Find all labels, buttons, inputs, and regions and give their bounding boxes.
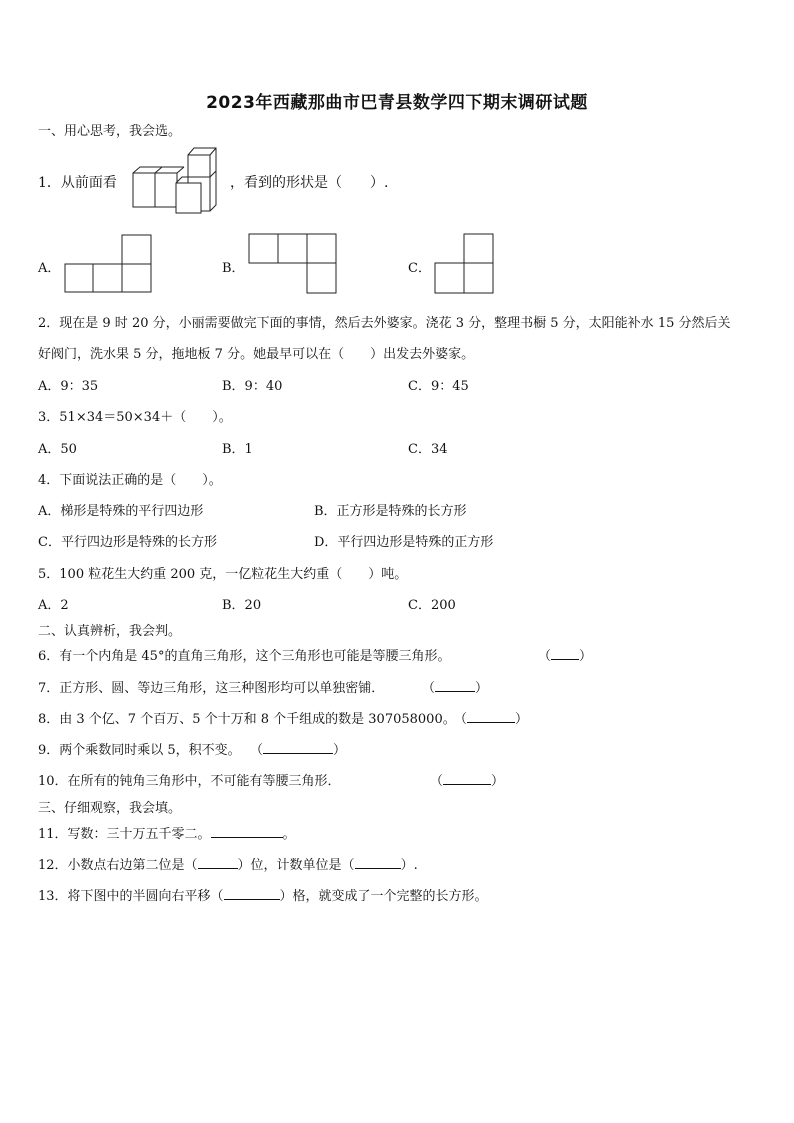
- q4-option-a[interactable]: A．梯形是特殊的平行四边形: [38, 504, 204, 519]
- q2-text-line1: 2．现在是 9 时 20 分，小丽需要做完下面的事情，然后去外婆家。浇花 3 分，整理书橱 5 分，太阳能补水 15 分然后关: [38, 316, 731, 331]
- section-2-heading: 二、认真辨析，我会判。: [38, 624, 182, 639]
- q10-answer-box[interactable]: （ ）: [430, 774, 505, 789]
- q5-option-c[interactable]: C．200: [408, 598, 456, 613]
- q4-option-c[interactable]: C．平行四边形是特殊的长方形: [38, 535, 217, 550]
- q11-answer-blank[interactable]: [211, 825, 283, 838]
- q3-option-c[interactable]: C．34: [408, 442, 448, 457]
- q1-cube-stack-figure: [132, 147, 222, 215]
- q8-answer-box[interactable]: （ ）: [454, 712, 529, 727]
- q7-answer-box[interactable]: （ ）: [422, 681, 489, 696]
- q1-option-a-label[interactable]: A．: [38, 261, 61, 276]
- q4-option-d[interactable]: D．平行四边形是特殊的正方形: [314, 535, 494, 550]
- q6-text: 6．有一个内角是 45°的直角三角形，这个三角形也可能是等腰三角形。: [38, 649, 451, 664]
- section-1-heading: 一、用心思考，我会选。: [38, 124, 182, 139]
- q10-text: 10．在所有的钝角三角形中，不可能有等腰三角形．: [38, 774, 341, 789]
- q1-option-b-label[interactable]: B．: [222, 261, 245, 276]
- q3-option-a[interactable]: A．50: [38, 442, 77, 457]
- q9-answer-box[interactable]: （ ）: [250, 743, 347, 758]
- q13-line: 13．将下图中的半圆向右平移（ ）格，就变成了一个完整的长方形。: [38, 889, 488, 904]
- q5-text: 5．100 粒花生大约重 200 克，一亿粒花生大约重（ ）吨。: [38, 567, 408, 582]
- q2-option-a[interactable]: A．9：35: [38, 379, 99, 394]
- q13-answer-blank[interactable]: [224, 887, 280, 900]
- page-title: 2023年西藏那曲市巴青县数学四下期末调研试题: [206, 93, 588, 113]
- q1-option-b-figure: [248, 233, 338, 295]
- q2-text-line2: 好阀门，洗水果 5 分，拖地板 7 分。她最早可以在（ ）出发去外婆家。: [38, 347, 475, 362]
- q11-line: 11．写数：三十万五千零二。 。: [38, 827, 296, 842]
- q6-answer-box[interactable]: （ ）: [538, 649, 593, 664]
- q2-option-c[interactable]: C．9：45: [408, 379, 469, 394]
- q1-option-c-label[interactable]: C．: [408, 261, 431, 276]
- q1-prefix: 1．从前面看: [38, 175, 117, 191]
- q3-option-b[interactable]: B．1: [222, 442, 253, 457]
- q1-suffix: ，看到的形状是（ ）.: [230, 175, 389, 191]
- q8-text: 8．由 3 个亿、7 个百万、5 个十万和 8 个千组成的数是 307058000。: [38, 712, 456, 727]
- q3-text: 3．51×34＝50×34＋（ ）。: [38, 410, 232, 425]
- q12-answer-blank-1[interactable]: [198, 856, 238, 869]
- q1-option-a-figure: [64, 234, 154, 294]
- q4-text: 4．下面说法正确的是（ ）。: [38, 473, 222, 488]
- q7-text: 7．正方形、圆、等边三角形，这三种图形均可以单独密铺．: [38, 681, 385, 696]
- q12-answer-blank-2[interactable]: [355, 856, 401, 869]
- q9-text: 9．两个乘数同时乘以 5，积不变。: [38, 743, 241, 758]
- q4-option-b[interactable]: B．正方形是特殊的长方形: [314, 504, 467, 519]
- q5-option-b[interactable]: B．20: [222, 598, 262, 613]
- q2-option-b[interactable]: B．9：40: [222, 379, 283, 394]
- section-3-heading: 三、仔细观察，我会填。: [38, 801, 182, 816]
- q1-option-c-figure: [434, 233, 496, 295]
- q5-option-a[interactable]: A．2: [38, 598, 69, 613]
- q12-line: 12．小数点右边第二位是（ ）位，计数单位是（ ）.: [38, 858, 418, 873]
